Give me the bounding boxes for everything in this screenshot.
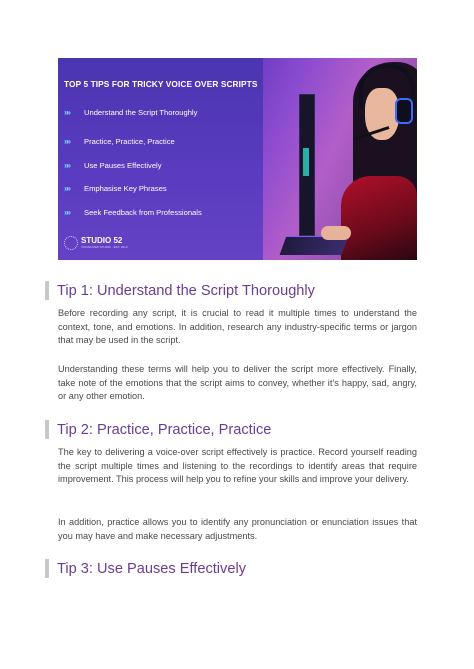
section-heading (45, 420, 271, 439)
heading-text: Tip 1: Understand the Script Thoroughly (57, 282, 315, 299)
heading-accent-bar (45, 281, 49, 300)
chevron-right-icon: »» (64, 161, 69, 170)
heading-accent-bar (45, 559, 49, 578)
banner-title: TOP 5 TIPS FOR TRICKY VOICE OVER SCRIPTS (64, 79, 258, 89)
heading-text: Tip 3: Use Pauses Effectively (57, 560, 246, 577)
paragraph: Understanding these terms will help you to deliver the script more effectively. Finally, take note of the emotions that the script aims to convey, whether it’s happy, sad, angry, or any other emotion. (58, 364, 417, 402)
banner-item-label: Seek Feedback from Professionals (84, 208, 202, 217)
section-heading (45, 281, 315, 300)
heading-text: Tip 2: Practice, Practice, Practice (57, 421, 272, 438)
banner-item-label: Practice, Practice, Practice (84, 137, 175, 146)
monitor-glow (303, 148, 309, 176)
banner-photo (263, 58, 417, 260)
paragraph: In addition, practice allows you to identify any pronunciation or enunciation issues that you may have and make necessary adjustments. (58, 517, 417, 541)
chevron-right-icon: »» (64, 137, 69, 146)
banner-item (64, 208, 202, 217)
section-heading (45, 559, 246, 578)
chevron-right-icon: »» (64, 208, 69, 217)
shirt-shape (341, 176, 417, 260)
chevron-right-icon: »» (64, 184, 69, 193)
banner-item-label: Understand the Script Thoroughly (84, 108, 198, 117)
studio-logo (64, 236, 128, 250)
banner-item-label: Emphasise Key Phrases (84, 184, 167, 193)
paragraph: The key to delivering a voice-over script effectively is practice. Record yourself reading the script multiple times and listening to the recordings to identify areas that require improvement. This process will help you to refine your skills and improve your delivery. (58, 447, 417, 485)
logo-text: STUDIO 52 (81, 236, 123, 245)
logo-subtext: VOICEOVER STUDIO · EST. 2010 (81, 245, 128, 249)
logo-mark-icon (64, 236, 78, 250)
banner-item (64, 137, 175, 146)
banner-item (64, 184, 167, 193)
heading-accent-bar (45, 420, 49, 439)
banner-item (64, 161, 162, 170)
hero-banner (58, 58, 417, 260)
banner-item-label: Use Pauses Effectively (84, 161, 162, 170)
hand-shape (321, 226, 351, 240)
paragraph: Before recording any script, it is crucial to read it multiple times to understand the context, tone, and emotions. In addition, research any industry-specific terms or jargon that may be used in the script. (58, 308, 417, 346)
chevron-right-icon: »» (64, 108, 69, 117)
earcup-shape (395, 98, 413, 124)
banner-item (64, 108, 197, 117)
